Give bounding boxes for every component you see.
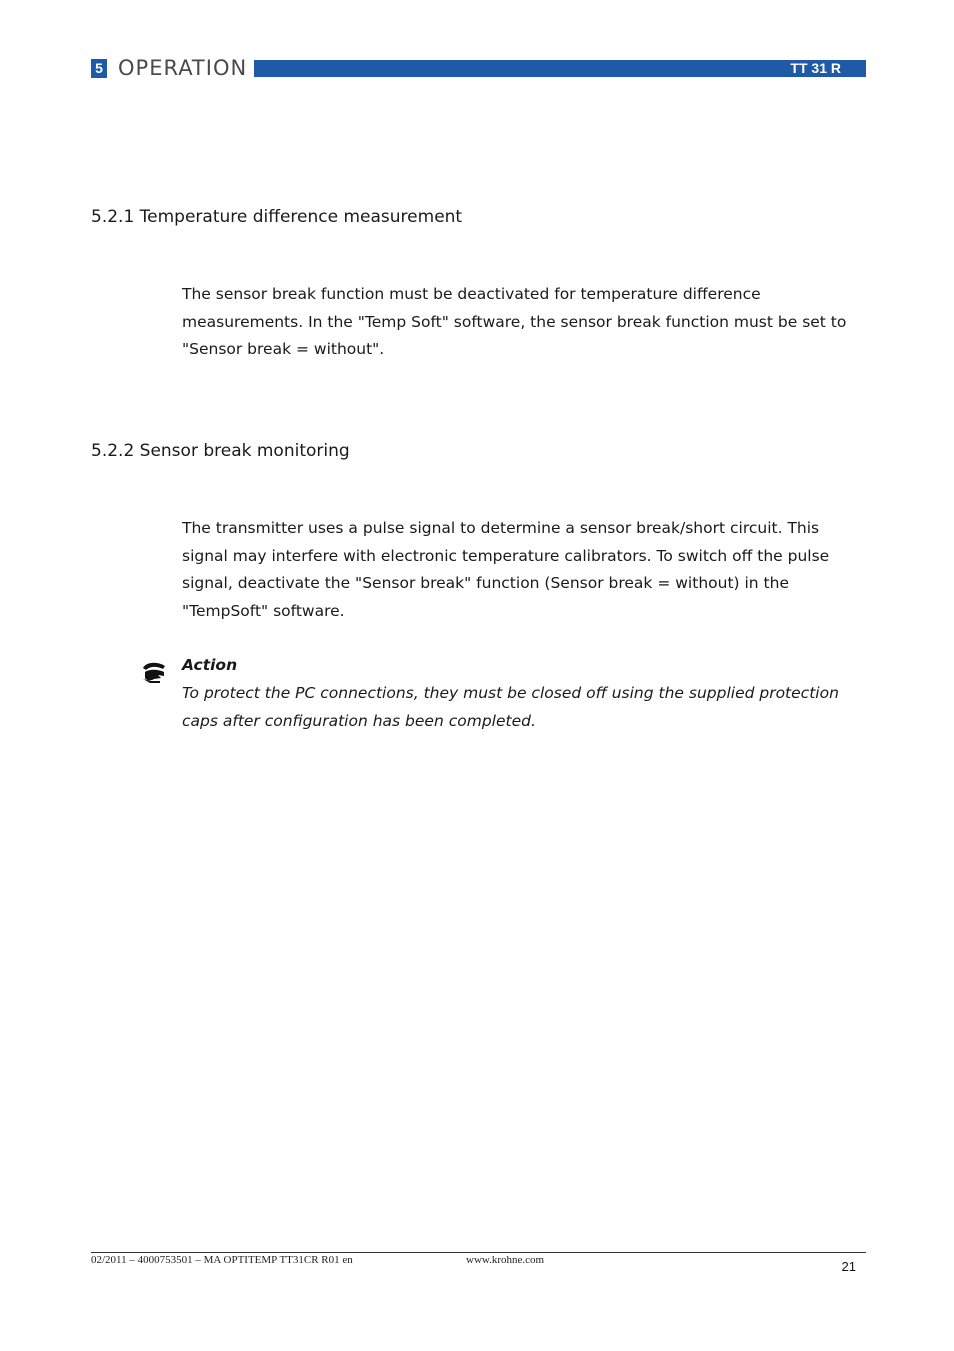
chapter-title: OPERATION: [118, 56, 248, 80]
page-number: 21: [841, 1259, 856, 1274]
action-hand-icon: [140, 659, 168, 685]
product-code: TT 31 R: [790, 60, 841, 76]
header-bar: [254, 60, 866, 77]
section-heading-sensor-break: 5.2.2 Sensor break monitoring: [91, 441, 350, 461]
paragraph-temperature-difference: The sensor break function must be deactivated for temperature difference measurements. In the "Temp Soft" software, the sensor break function must be set to "Sensor break = without".: [182, 285, 847, 358]
action-label: Action: [182, 656, 238, 674]
action-text: To protect the PC connections, they must be closed off using the supplied protection caps after configuration has been completed.: [182, 684, 839, 730]
paragraph-sensor-break: The transmitter uses a pulse signal to determine a sensor break/short circuit. This signal may interfere with electronic temperature calibrators. To switch off the pulse signal, deactivate the "Sensor break" function (Sensor break = without) in the "TempSoft" software.: [182, 519, 830, 620]
section-heading-temperature-difference: 5.2.1 Temperature difference measurement: [91, 207, 463, 227]
footer-doc-info: 02/2011 – 4000753501 – MA OPTITEMP TT31CR R01 en: [91, 1254, 353, 1266]
footer-website: www.krohne.com: [466, 1254, 545, 1266]
chapter-number-badge: 5: [91, 59, 107, 78]
page-header: [91, 56, 866, 80]
footer-divider: [91, 1252, 866, 1253]
